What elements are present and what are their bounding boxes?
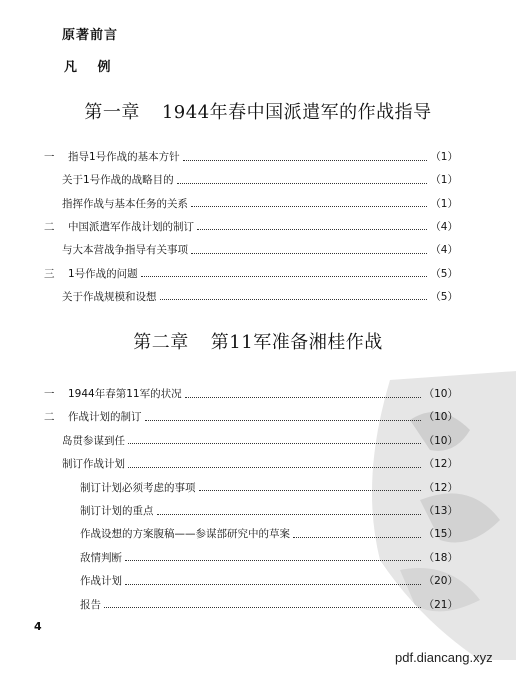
toc-entry-title: 1号作战的问题 <box>68 267 138 280</box>
toc-entry-page: （15） <box>423 528 458 541</box>
toc-leader-dots <box>125 576 421 585</box>
toc-entry <box>80 527 458 541</box>
toc-entry-page: （13） <box>423 505 458 517</box>
toc-entry-title: 作战设想的方案腹稿——参谋部研究中的草案 <box>80 528 290 541</box>
toc-entry-page: （21） <box>423 598 458 611</box>
chapter-2-heading <box>0 328 516 354</box>
toc-entry <box>44 150 458 164</box>
toc-entry-page: （18） <box>423 551 458 564</box>
toc-entry-title: 指导1号作战的基本方针 <box>68 151 180 163</box>
toc-leader-dots <box>183 152 428 161</box>
toc-entry <box>44 387 458 401</box>
toc-leader-dots <box>128 459 421 468</box>
toc-entry-title: 关于作战规模和设想 <box>62 290 157 303</box>
toc-leader-dots <box>177 175 428 184</box>
conventions-heading: 凡 例 <box>64 60 112 75</box>
toc-entry-number: 一 <box>44 388 55 400</box>
toc-leader-dots <box>157 506 421 515</box>
toc-entry-page: （12） <box>423 458 458 471</box>
toc-leader-dots <box>125 552 421 561</box>
toc-entry <box>62 243 458 257</box>
toc-leader-dots <box>293 529 421 538</box>
page-number: 4 <box>34 620 42 633</box>
toc-entry-page: （10） <box>423 388 458 400</box>
toc-entry <box>80 598 458 612</box>
toc-leader-dots <box>185 389 421 398</box>
toc-entry-number: 三 <box>44 267 55 280</box>
toc-entry-page: （12） <box>423 481 458 494</box>
toc-entry-title: 1944年春第11军的状况 <box>68 388 182 400</box>
toc-entry-title: 制订计划必须考虑的事项 <box>80 481 196 494</box>
toc-leader-dots <box>104 599 421 608</box>
toc-entry <box>80 574 458 588</box>
toc-entry-number: 二 <box>44 411 55 424</box>
chapter-1-heading <box>0 98 516 124</box>
toc-entry-title: 指挥作战与基本任务的关系 <box>62 197 188 210</box>
toc-entry-page: （4） <box>430 220 458 233</box>
toc-entry-page: （5） <box>430 290 458 303</box>
preface-heading: 原著前言 <box>62 28 119 43</box>
toc-entry-title: 报告 <box>80 598 101 611</box>
toc-entry-page: （10） <box>423 411 458 424</box>
chapter-2-number: 第二章 <box>133 332 189 353</box>
toc-leader-dots <box>191 198 427 207</box>
toc-entry-title: 岛贯参谋到任 <box>62 434 125 447</box>
toc-entry-title: 关于1号作战的战略目的 <box>62 174 174 187</box>
toc-entry-page: （5） <box>430 267 458 280</box>
toc-leader-dots <box>145 412 421 421</box>
toc-entry-page: （1） <box>430 174 458 187</box>
watermark-text: pdf.diancang.xyz <box>395 650 493 665</box>
toc-leader-dots <box>160 291 428 300</box>
toc-entry-title: 中国派遣军作战计划的制订 <box>68 220 194 233</box>
toc-leader-dots <box>199 482 421 491</box>
toc-entry-number: 二 <box>44 220 55 233</box>
toc-entry <box>44 267 458 281</box>
toc-entry-page: （1） <box>430 197 458 210</box>
toc-entry <box>44 220 458 234</box>
toc-entry-title: 制订作战计划 <box>62 458 125 471</box>
toc-leader-dots <box>128 435 421 444</box>
toc-entry-number: 一 <box>44 151 55 163</box>
toc-entry-title: 作战计划 <box>80 575 122 588</box>
toc-entry-title: 作战计划的制订 <box>68 411 142 424</box>
toc-leader-dots <box>141 268 428 277</box>
toc-entry <box>80 551 458 565</box>
toc-entry-title: 敌情判断 <box>80 551 122 564</box>
toc-entry <box>80 504 458 518</box>
chapter-1-title: 1944年春中国派遣军的作战指导 <box>161 102 432 123</box>
toc-entry-page: （20） <box>423 575 458 588</box>
toc-entry-page: （10） <box>423 434 458 447</box>
toc-entry <box>62 457 458 471</box>
toc-entry-page: （1） <box>430 151 458 163</box>
toc-entry-page: （4） <box>430 244 458 257</box>
toc-leader-dots <box>197 221 427 230</box>
toc-entry <box>62 197 458 211</box>
toc-entry <box>44 410 458 424</box>
chapter-1-number: 第一章 <box>84 102 140 123</box>
toc-leader-dots <box>191 245 427 254</box>
toc-entry-title: 制订计划的重点 <box>80 505 154 517</box>
chapter-2-title: 第11军准备湘桂作战 <box>210 332 383 353</box>
toc-entry <box>62 434 458 448</box>
toc-entry <box>62 173 458 187</box>
toc-entry <box>80 481 458 495</box>
toc-entry <box>62 290 458 304</box>
toc-entry-title: 与大本营战争指导有关事项 <box>62 244 188 257</box>
